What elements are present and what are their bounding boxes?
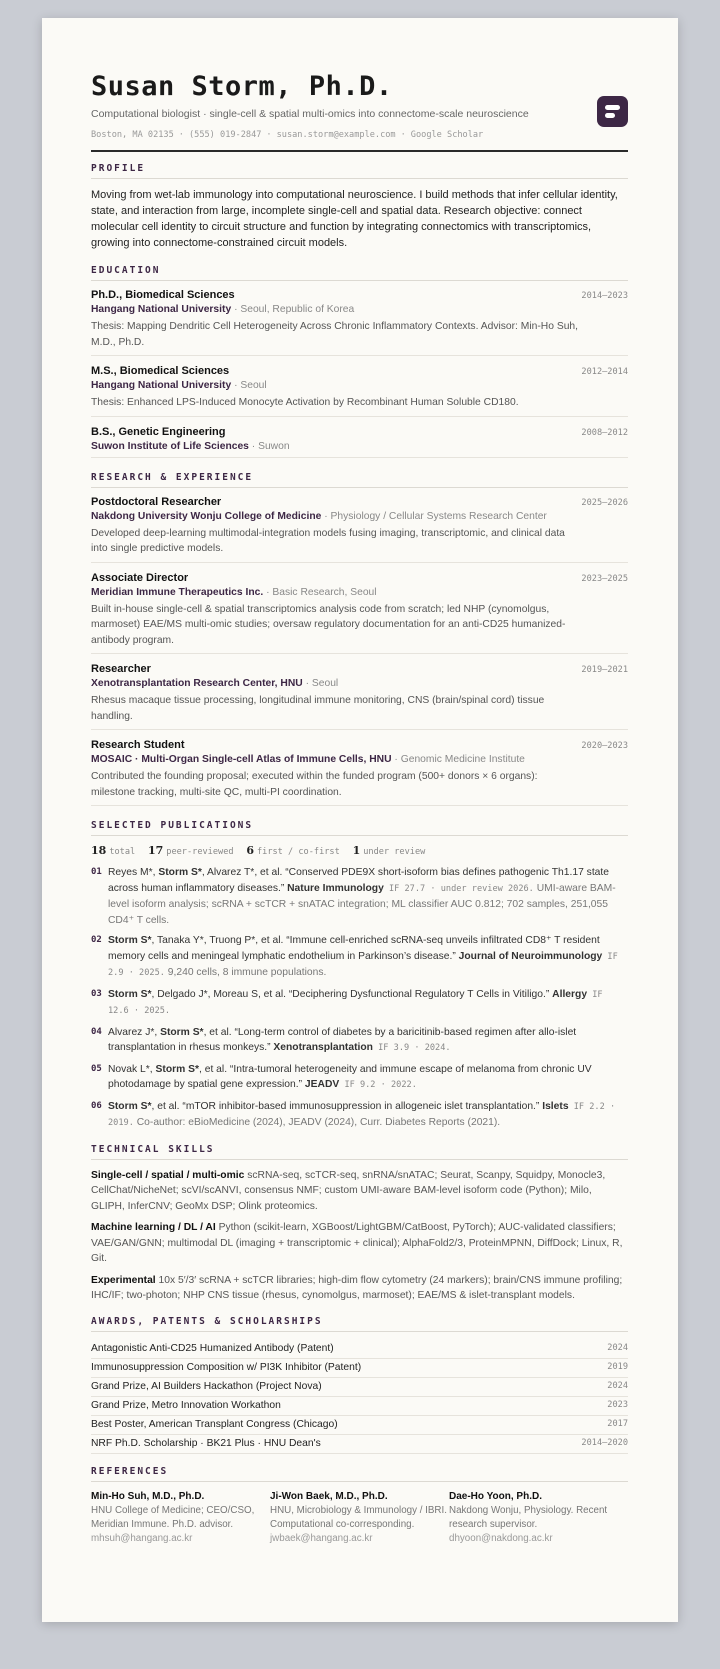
award-item — [91, 1416, 628, 1435]
skill-group: Single-cell / spatial / multi-omic scRNA-seq, scTCR-seq, snRNA/snATAC; Seurat, Scanpy, Squidpy, Monocle3, CellChat/NicheNet; scVI/scANVI, consensus NMF; custom UMI-aware BAM-level isoform code (Python); Milo, GLIPH, InferCNV; GeoMx DSP; Olink proteomics. — [91, 1169, 606, 1212]
publication-item — [91, 1062, 628, 1094]
award-item — [91, 1435, 628, 1454]
role: Research Student — [91, 739, 185, 751]
section-skills-title: TECHNICAL SKILLS — [91, 1144, 628, 1160]
education-entry — [91, 365, 628, 417]
role: Postdoctoral Researcher — [91, 495, 222, 508]
role: Researcher — [91, 663, 151, 675]
reference-email[interactable]: mhsuh@hangang.ac.kr — [91, 1532, 193, 1544]
school: Hangang National University · Seoul, Republic of Korea — [91, 304, 355, 315]
publication-item — [91, 865, 628, 928]
resume-page — [42, 18, 678, 1622]
award-name: Grand Prize, Metro Innovation Workathon — [91, 1399, 281, 1411]
contact-phone: (555) 019-2847 — [188, 130, 262, 140]
dates: 2020–2023 — [581, 741, 628, 751]
resume-content — [91, 70, 628, 1546]
award-year: 2014–2020 — [581, 1437, 628, 1448]
award-name: Grand Prize, AI Builders Hackathon (Project Nova) — [91, 1380, 322, 1392]
section-profile-title: PROFILE — [91, 163, 628, 179]
degree: B.S., Genetic Engineering — [91, 425, 226, 438]
publication-citation: Novak L*, Storm S*, et al. “Intra-tumoral heterogeneity and immune escape of melanoma from chronic UV photodamage by spatial gene expression.” JEADV IF 9.2 · 2022. — [108, 1063, 592, 1090]
publication-number: 06 — [91, 1100, 102, 1111]
publication-item — [91, 987, 628, 1020]
publication-number: 04 — [91, 1026, 102, 1037]
award-year: 2019 — [607, 1361, 628, 1372]
award-year: 2023 — [607, 1399, 628, 1410]
organization: Meridian Immune Therapeutics Inc. · Basic Research, Seoul — [91, 586, 377, 598]
award-year: 2024 — [607, 1342, 628, 1353]
degree: M.S., Biomedical Sciences — [91, 365, 230, 377]
dates: 2012–2014 — [581, 367, 628, 377]
research-entry — [91, 496, 628, 563]
award-item — [91, 1340, 628, 1359]
section-education-title: EDUCATION — [91, 265, 628, 281]
award-year: 2024 — [607, 1380, 628, 1391]
section-research-title: RESEARCH & EXPERIENCE — [91, 472, 628, 488]
contact-address: Boston, MA 02135 — [91, 130, 174, 140]
publication-citation: Storm S*, et al. “mTOR inhibitor-based immunosuppression in allogeneic islet transplantation.” Islets IF 2.2 · 2019. Co-author: eBioMedicine (2024), JEADV (2024), Curr. Diabetes Reports (2021). — [108, 1100, 616, 1128]
education-entry — [91, 426, 628, 458]
publication-stats: 18 total 17 peer-reviewed 6 first / co-first 1 under review — [91, 844, 426, 857]
reference-item: Min-Ho Suh, M.D., Ph.D. HNU College of Medicine; CEO/CSO, Meridian Immune. Ph.D. advisor. mhsuh@hangang.ac.kr — [91, 1490, 255, 1544]
description: Developed deep-learning multimodal-integration models fusing imaging, transcriptomic, and clinical data into single predictive models. — [91, 527, 565, 554]
award-year: 2017 — [607, 1418, 628, 1429]
journal-name: Allergy — [552, 988, 588, 1000]
publication-citation: Storm S*, Delgado J*, Moreau S, et al. “Deciphering Dysfunctional Regulatory T Cells in Vitiligo.” Allergy IF 12.6 · 2025. — [108, 988, 603, 1016]
dates: 2014–2023 — [581, 291, 628, 301]
journal-name: Nature Immunology — [287, 882, 384, 894]
skill-group: Experimental 10x 5′/3′ scRNA + scTCR libraries; high-dim flow cytometry (24 markers); brain/CNS immune profiling; IHC/IF; two-photon; NHP CNS tissue (rhesus, cynomolgus, marmoset); EAE/MS & islet-transplant models. — [91, 1274, 623, 1301]
journal-name: JEADV — [304, 1079, 340, 1090]
award-name: Antagonistic Anti-CD25 Humanized Antibody (Patent) — [91, 1342, 334, 1354]
publication-citation: Reyes M*, Storm S*, Alvarez T*, et al. “Conserved PDE9X short-isoform bias defines pathogenic Th1.17 state across human inflammatory diseases.” Nature Immunology IF 27.7 · under review 2026. UMI-aware BAM-level isoform analysis; scRNA + scTCR + snATAC integration; ML classifier AUC 0.812; 702 samples, 251,055 CD4⁺ T cells. — [108, 867, 616, 926]
research-entry — [91, 739, 628, 806]
publication-citation: Storm S*, Tanaka Y*, Truong P*, et al. “Immune cell-enriched scRNA-seq unveils infiltrated CD8⁺ T resident memory cells and meningeal lymphatic endothelium in Parkinson’s disease.” Journal of Neuroimmunology IF 2.9 · 2025. 9,240 cells, 8 immune populations. — [108, 935, 618, 978]
journal-name: Xenotransplantation — [273, 1042, 373, 1053]
award-item — [91, 1378, 628, 1397]
logo-icon — [597, 96, 628, 127]
publication-number: 05 — [91, 1063, 102, 1074]
publication-item — [91, 933, 628, 982]
dates: 2025–2026 — [581, 497, 628, 508]
organization: MOSAIC · Multi-Organ Single-cell Atlas of Immune Cells, HNU · Genomic Medicine Institute — [91, 754, 525, 765]
skill-group: Machine learning / DL / AI Python (scikit-learn, XGBoost/LightGBM/CatBoost, PyTorch); AUC-validated classifiers; VAE/GAN/GNN; multimodal DL (imaging + transcriptomic + clinical); AlphaFold2/3, ProteinMPNN, DiffDock; Linux, R, Git. — [91, 1222, 623, 1264]
section-publications-title: SELECTED PUBLICATIONS — [91, 820, 628, 836]
award-name: Best Poster, American Transplant Congress (Chicago) — [91, 1418, 338, 1430]
description: Thesis: Enhanced LPS-Induced Monocyte Activation by Recombinant Human Soluble CD180. — [91, 397, 519, 408]
award-name: NRF Ph.D. Scholarship · BK21 Plus · HNU Dean's — [91, 1437, 321, 1449]
research-entry — [91, 572, 628, 655]
header-divider — [91, 150, 628, 152]
research-entry — [91, 663, 628, 730]
award-item — [91, 1397, 628, 1416]
publication-number: 02 — [91, 935, 102, 945]
tagline: Computational biologist · single-cell & spatial multi-omics into connectome-scale neuroscience — [91, 108, 529, 120]
school: Suwon Institute of Life Sciences · Suwon — [91, 440, 290, 452]
publication-number: 03 — [91, 988, 102, 999]
section-awards-title: AWARDS, PATENTS & SCHOLARSHIPS — [91, 1316, 628, 1332]
role: Associate Director — [91, 571, 189, 584]
google-scholar-link[interactable]: Google Scholar — [410, 130, 484, 140]
reference-item: Dae-Ho Yoon, Ph.D. Nakdong Wonju, Physiology. Recent research supervisor. dhyoon@nakdong.ac.kr — [449, 1490, 608, 1544]
header — [91, 70, 628, 140]
profile-text: Moving from wet-lab immunology into computational neuroscience. I build methods that infer cellular identity, state, and interaction from large, incomplete single-cell and spatial data. Research objective: connect molecular cell identity to circuit structure and function by integrating connectomics with transcriptomics, growing into connectome-constrained circuit models. — [91, 189, 618, 249]
references-list — [91, 1490, 628, 1546]
description: Built in-house single-cell & spatial transcriptomics analysis code from scratch; led NHP (cynomolgus, marmoset) EAE/MS multi-omic studies; oversaw regulatory documentation for an anti-CD25 humanized-antibody program. — [91, 603, 566, 646]
reference-email[interactable]: dhyoon@nakdong.ac.kr — [449, 1532, 553, 1544]
journal-name: Journal of Neuroimmunology — [458, 950, 603, 962]
dates: 2023–2025 — [581, 573, 628, 584]
contact-email[interactable]: susan.storm@example.com — [276, 130, 396, 140]
description: Contributed the founding proposal; executed within the funded program (500+ donors × 6 organs): milestone tracking, multi-site QC, multi-PI coordination. — [91, 771, 538, 798]
reference-email[interactable]: jwbaek@hangang.ac.kr — [270, 1532, 373, 1544]
education-entry — [91, 289, 628, 356]
contact-line: Boston, MA 02135 · (555) 019-2847 · susan.storm@example.com · Google Scholar — [91, 130, 484, 140]
reference-item: Ji-Won Baek, M.D., Ph.D. HNU, Microbiology & Immunology / IBRI. Computational co-corresponding. jwbaek@hangang.ac.kr — [270, 1490, 447, 1544]
description: Thesis: Mapping Dendritic Cell Heterogeneity Across Chronic Inflammatory Contexts. Advisor: Min-Ho Suh, M.D., Ph.D. — [91, 321, 579, 348]
publication-item — [91, 1099, 628, 1132]
name: Susan Storm, Ph.D. — [91, 71, 393, 102]
publication-citation: Alvarez J*, Storm S*, et al. “Long-term control of diabetes by a baricitinib-based regimen after allo-islet transplantation in rhesus monkeys.” Xenotransplantation IF 3.9 · 2024. — [108, 1026, 577, 1053]
description: Rhesus macaque tissue processing, longitudinal immune monitoring, CNS (brain/spinal cord) tissue handling. — [91, 695, 545, 722]
degree: Ph.D., Biomedical Sciences — [91, 289, 235, 301]
publication-item — [91, 1025, 628, 1057]
section-references-title: REFERENCES — [91, 1466, 628, 1482]
school: Hangang National University · Seoul — [91, 380, 267, 391]
organization: Nakdong University Wonju College of Medicine · Physiology / Cellular Systems Research Center — [91, 510, 547, 522]
award-name: Immunosuppression Composition w/ PI3K Inhibitor (Patent) — [91, 1361, 362, 1373]
dates: 2008–2012 — [581, 427, 628, 438]
publication-number: 01 — [91, 867, 102, 877]
award-item — [91, 1359, 628, 1378]
journal-name: Islets — [542, 1100, 569, 1112]
organization: Xenotransplantation Research Center, HNU · Seoul — [91, 678, 339, 689]
dates: 2019–2021 — [581, 665, 628, 675]
